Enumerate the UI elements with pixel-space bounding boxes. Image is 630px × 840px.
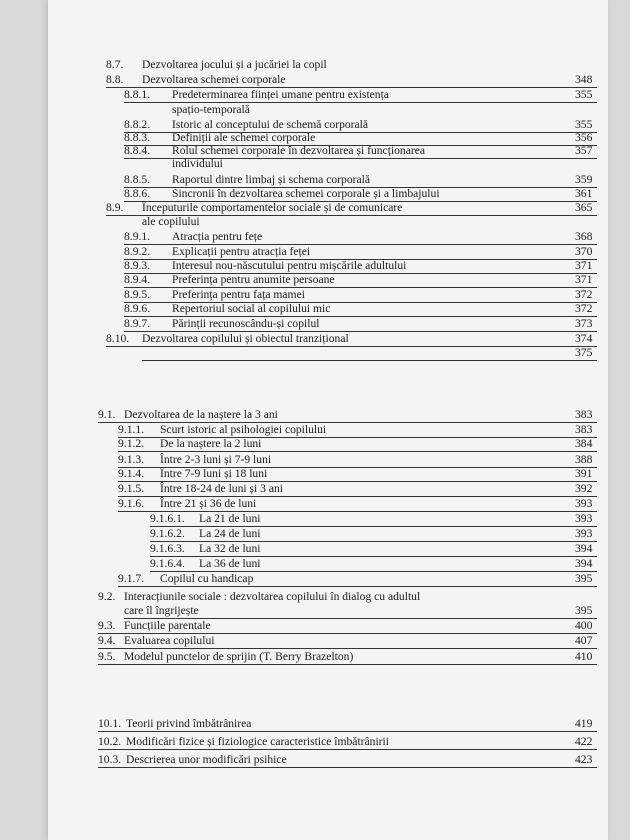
entry-title: Dezvoltarea copilului și obiectul tranzițional — [142, 332, 349, 345]
entry-page-number: 361 — [575, 187, 593, 200]
entry-number: 9.1.7. — [118, 572, 145, 585]
entry-title: Atracția pentru fețe — [172, 230, 263, 243]
entry-page-number: 375 — [575, 346, 593, 359]
entry-page-number: 394 — [575, 542, 593, 555]
entry-rule — [98, 730, 597, 732]
entry-page-number: 395 — [575, 572, 593, 585]
entry-number: 8.8. — [106, 73, 124, 86]
entry-number: 9.1.6.2. — [150, 527, 185, 540]
entry-title: Istoric al conceptului de schemă corporală — [172, 118, 369, 131]
entry-title: Între 2-3 luni și 7-9 luni — [160, 453, 272, 466]
entry-title: Scurt istoric al psihologiei copilului — [160, 423, 327, 436]
entry-page-number: 365 — [575, 201, 593, 214]
entry-title: Preferința pentru anumite persoane — [172, 273, 335, 286]
entry-page-number: 393 — [575, 527, 593, 540]
entry-page-number: 395 — [575, 604, 593, 617]
entry-title: Funcțiile parentale — [124, 619, 211, 632]
entry-number: 9.1.6.1. — [150, 512, 185, 525]
entry-number: 9.1.6.4. — [150, 557, 185, 570]
entry-title: De la naștere la 2 luni — [160, 437, 262, 450]
entry-page-number: 384 — [575, 437, 593, 450]
entry-number: 8.8.1. — [124, 88, 151, 101]
entry-number: 10.3. — [98, 753, 122, 766]
entry-number: 9.3. — [98, 619, 116, 632]
entry-title: La 24 de luni — [199, 527, 261, 540]
entry-title: Între 18-24 de luni și 3 ani — [160, 482, 283, 495]
entry-page-number: 400 — [575, 619, 593, 632]
entry-title: spațio-temporală — [172, 103, 250, 116]
entry-number: 9.2. — [98, 590, 116, 603]
entry-number: 8.8.3. — [124, 131, 151, 144]
entry-number: 10.2. — [98, 735, 122, 748]
entry-number: 9.5. — [98, 650, 116, 663]
entry-number: 8.9.4. — [124, 273, 151, 286]
entry-number: 8.8.5. — [124, 173, 151, 186]
entry-page-number: 410 — [575, 650, 593, 663]
entry-rule — [98, 647, 597, 649]
entry-page-number: 383 — [575, 408, 593, 421]
entry-page-number: 407 — [575, 634, 593, 647]
entry-title: Interacțiunile sociale : dezvoltarea copilului în dialog cu adultul — [124, 590, 421, 603]
entry-number: 8.8.6. — [124, 187, 151, 200]
entry-number: 9.1.2. — [118, 437, 145, 450]
entry-page-number: 393 — [575, 512, 593, 525]
entry-title: Interesul nou-născutului pentru mișcările adultului — [172, 259, 407, 272]
book-page — [48, 0, 608, 840]
entry-page-number: 373 — [575, 317, 593, 330]
entry-number: 9.1.1. — [118, 423, 145, 436]
entry-page-number: 355 — [575, 118, 593, 131]
entry-title: Explicații pentru atracția feței — [172, 245, 311, 258]
entry-title: Părinții recunoscându-și copilul — [172, 317, 320, 330]
entry-page-number: 394 — [575, 557, 593, 570]
entry-page-number: 370 — [575, 245, 593, 258]
entry-number: 9.1.6. — [118, 497, 145, 510]
entry-title: Sincronii în dezvoltarea schemei corporale și a limbajului — [172, 187, 440, 200]
entry-title: La 36 de luni — [199, 557, 261, 570]
entry-title: Preferința pentru fața mamei — [172, 288, 305, 301]
entry-page-number: 359 — [575, 173, 593, 186]
entry-title: Teorii privind îmbătrânirea — [126, 717, 252, 730]
entry-number: 8.7. — [106, 58, 124, 71]
entry-number: 8.9.3. — [124, 259, 151, 272]
entry-title: Modelul punctelor de sprijin (T. Berry Brazelton) — [124, 650, 354, 663]
entry-page-number: 355 — [575, 88, 593, 101]
entry-title: individului — [172, 157, 223, 170]
entry-page-number: 419 — [575, 717, 593, 730]
entry-page-number: 357 — [575, 144, 593, 157]
entry-title: Definiții ale schemei corporale — [172, 131, 316, 144]
entry-title: Începuturile comportamentelor sociale și de comunicare — [142, 201, 403, 214]
entry-title: care îl îngrijește — [124, 604, 199, 617]
entry-title: ale copilului — [142, 215, 200, 228]
entry-page-number: 372 — [575, 302, 593, 315]
entry-title: Dezvoltarea de la naștere la 3 ani — [124, 408, 278, 421]
entry-title: Între 7-9 luni și 18 luni — [160, 467, 268, 480]
entry-number: 8.9.5. — [124, 288, 151, 301]
entry-rule — [118, 450, 597, 452]
entry-number: 9.1.3. — [118, 453, 145, 466]
entry-title: La 32 de luni — [199, 542, 261, 555]
entry-page-number: 422 — [575, 735, 593, 748]
entry-number: 9.1.5. — [118, 482, 145, 495]
entry-number: 10.1. — [98, 717, 122, 730]
entry-page-number: 388 — [575, 453, 593, 466]
entry-number: 8.8.4. — [124, 144, 151, 157]
entry-title: Dezvoltarea jocului și a jucăriei la copil — [142, 58, 327, 71]
entry-rule — [98, 766, 597, 768]
entry-title: Predeterminarea ființei umane pentru existența — [172, 88, 389, 101]
entry-number: 8.10. — [106, 332, 130, 345]
entry-number: 8.9.7. — [124, 317, 151, 330]
entry-title: Rolul schemei corporale în dezvoltarea și funcționarea — [172, 144, 426, 157]
entry-page-number: 423 — [575, 753, 593, 766]
entry-number: 9.4. — [98, 634, 116, 647]
entry-rule — [106, 345, 597, 347]
entry-page-number: 383 — [575, 423, 593, 436]
entry-page-number: 391 — [575, 467, 593, 480]
entry-page-number: 371 — [575, 273, 593, 286]
entry-number: 8.9.6. — [124, 302, 151, 315]
entry-page-number: 374 — [575, 332, 593, 345]
watermark-logo — [324, 357, 434, 397]
entry-rule — [142, 359, 597, 361]
entry-number: 8.8.2. — [124, 118, 151, 131]
entry-title: Între 21 și 36 de luni — [160, 497, 257, 510]
entry-number: 8.9.2. — [124, 245, 151, 258]
entry-page-number: 393 — [575, 497, 593, 510]
entry-title: Dezvoltarea schemei corporale — [142, 73, 286, 86]
entry-title: La 21 de luni — [199, 512, 261, 525]
entry-title: Raportul dintre limbaj și schema corporală — [172, 173, 370, 186]
entry-rule — [118, 510, 597, 512]
entry-number: 9.1. — [98, 408, 116, 421]
entry-rule — [118, 585, 597, 587]
entry-title: Descrierea unor modificări psihice — [126, 753, 287, 766]
entry-number: 9.1.4. — [118, 467, 145, 480]
entry-title: Repertoriul social al copilului mic — [172, 302, 331, 315]
entry-page-number: 371 — [575, 259, 593, 272]
entry-page-number: 372 — [575, 288, 593, 301]
entry-number: 8.9.1. — [124, 230, 151, 243]
entry-page-number: 348 — [575, 73, 593, 86]
entry-page-number: 368 — [575, 230, 593, 243]
entry-title: Modificări fizice și fiziologice caracteristice îmbătrânirii — [126, 735, 389, 748]
entry-number: 8.9. — [106, 201, 124, 214]
entry-page-number: 356 — [575, 131, 593, 144]
entry-title: Copilul cu handicap — [160, 572, 254, 585]
entry-page-number: 392 — [575, 482, 593, 495]
entry-rule — [98, 663, 597, 665]
entry-title: Evaluarea copilului — [124, 634, 215, 647]
entry-rule — [98, 748, 597, 750]
entry-number: 9.1.6.3. — [150, 542, 185, 555]
